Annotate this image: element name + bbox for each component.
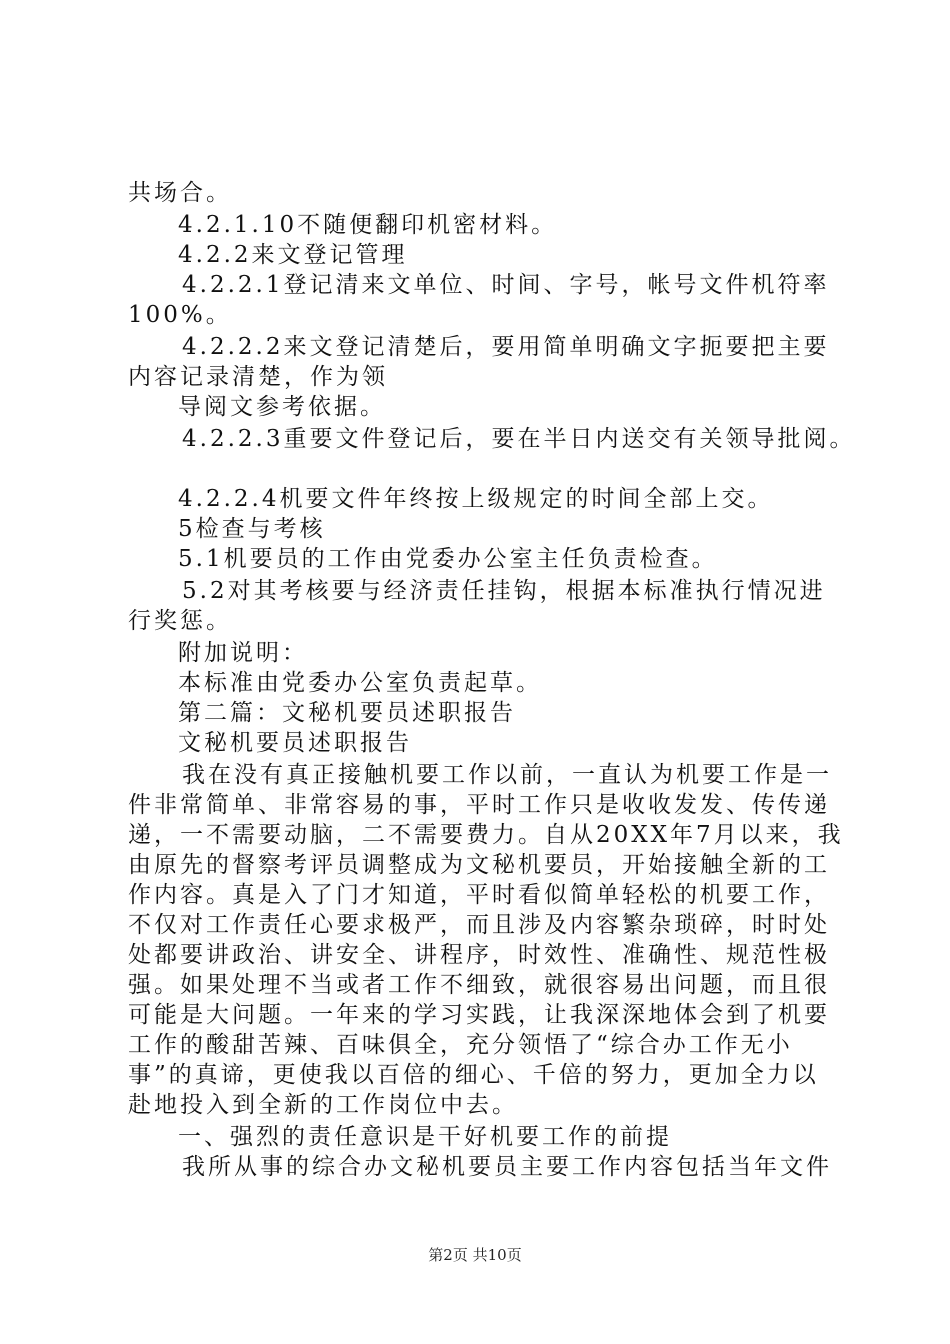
text-line: 本标准由党委办公室负责起草。 bbox=[178, 670, 542, 696]
text-line: 附加说明： bbox=[178, 640, 308, 666]
text-line: 共场合。 bbox=[128, 180, 232, 206]
text-line: 赴地投入到全新的工作岗位中去。 bbox=[128, 1092, 518, 1118]
text-line: 5.1机要员的工作由党委办公室主任负责检查。 bbox=[178, 546, 718, 572]
text-line: 可能是大问题。一年来的学习实践，让我深深地体会到了机要 bbox=[128, 1002, 830, 1028]
text-line: 工作的酸甜苦辣、百味俱全，充分领悟了“综合办工作无小 bbox=[128, 1032, 793, 1058]
text-line: 事”的真谛，更使我以百倍的细心、千倍的努力，更加全力以 bbox=[128, 1062, 819, 1088]
text-line: 4.2.1.10不随便翻印机密材料。 bbox=[178, 212, 558, 238]
text-line: 件非常简单、非常容易的事，平时工作只是收收发发、传传递 bbox=[128, 792, 830, 818]
text-line: 5.2对其考核要与经济责任挂钩，根据本标准执行情况进 bbox=[182, 578, 826, 604]
text-line: 强。如果处理不当或者工作不细致，就很容易出问题，而且很 bbox=[128, 972, 830, 998]
text-line: 不仅对工作责任心要求极严，而且涉及内容繁杂琐碎，时时处 bbox=[128, 912, 830, 938]
section-heading: 一、强烈的责任意识是干好机要工作的前提 bbox=[178, 1124, 672, 1150]
text-line: 行奖惩。 bbox=[128, 608, 232, 634]
text-line: 4.2.2.2来文登记清楚后，要用简单明确文字扼要把主要 bbox=[182, 334, 830, 360]
page-footer: 第2页 共10页 bbox=[428, 1246, 522, 1264]
text-line: 4.2.2.4机要文件年终按上级规定的时间全部上交。 bbox=[178, 486, 774, 512]
text-line: 我所从事的综合办文秘机要员主要工作内容包括当年文件 bbox=[182, 1154, 832, 1180]
text-line: 作内容。真是入了门才知道，平时看似简单轻松的机要工作， bbox=[128, 882, 830, 908]
text-line: 处都要讲政治、讲安全、讲程序，时效性、准确性、规范性极 bbox=[128, 942, 830, 968]
text-line: 导阅文参考依据。 bbox=[178, 394, 386, 420]
report-title: 文秘机要员述职报告 bbox=[178, 730, 412, 756]
text-line: 内容记录清楚，作为领 bbox=[128, 364, 388, 390]
text-line: 由原先的督察考评员调整成为文秘机要员，开始接触全新的工 bbox=[128, 852, 830, 878]
text-line: 递，一不需要动脑，二不需要费力。自从20XX年7月以来，我 bbox=[128, 822, 844, 848]
text-line: 我在没有真正接触机要工作以前，一直认为机要工作是一 bbox=[182, 762, 832, 788]
section-heading: 5检查与考核 bbox=[178, 516, 326, 542]
text-line: 100%。 bbox=[128, 302, 232, 328]
chapter-heading: 第二篇：文秘机要员述职报告 bbox=[178, 700, 516, 726]
text-line: 4.2.2来文登记管理 bbox=[178, 242, 408, 268]
text-line: 4.2.2.1登记清来文单位、时间、字号，帐号文件机符率 bbox=[182, 272, 830, 298]
text-line: 4.2.2.3重要文件登记后，要在半日内送交有关领导批阅。 bbox=[182, 426, 856, 452]
